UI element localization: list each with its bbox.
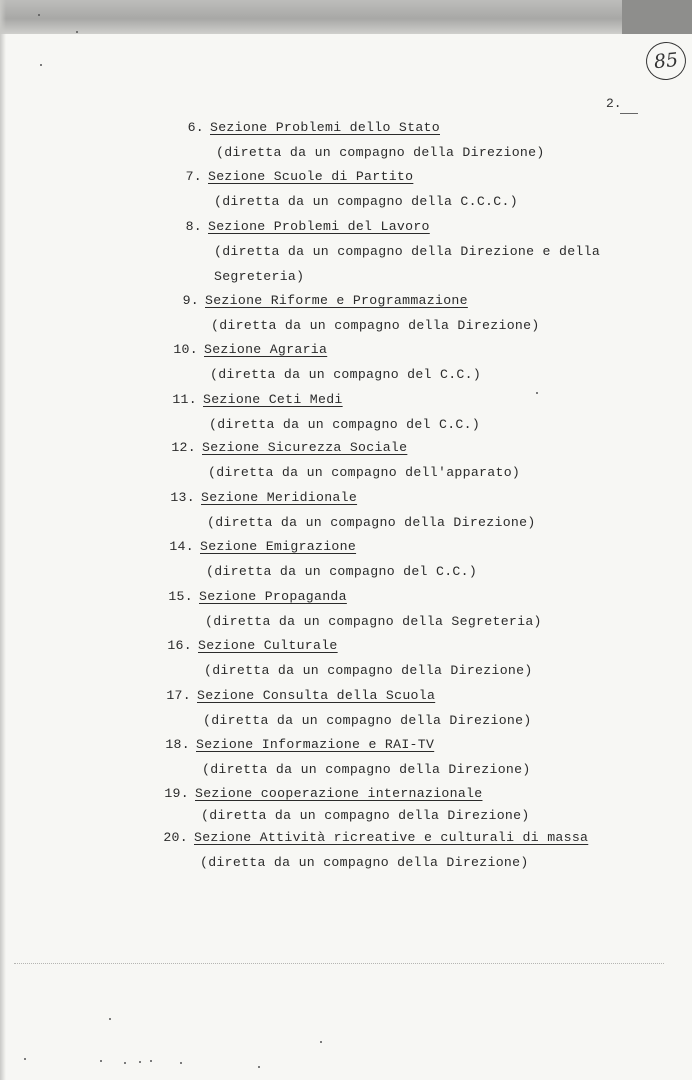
page-number: 2. xyxy=(606,96,622,111)
section-number: 17. xyxy=(166,688,191,703)
section-description: (diretta da un compagno della Segreteria) xyxy=(205,614,542,629)
section-description: (diretta da un compagno del C.C.) xyxy=(210,367,482,382)
section-description: (diretta da un compagno della Direzione) xyxy=(201,808,530,823)
section-title: Sezione Culturale xyxy=(198,638,338,653)
scan-speck xyxy=(109,1018,111,1020)
section-number: 15. xyxy=(168,589,193,604)
section-description: (diretta da un compagno della Direzione) xyxy=(202,762,531,777)
section-number: 20. xyxy=(163,830,188,845)
section-title: Sezione Ceti Medi xyxy=(203,392,343,407)
section-title: Sezione Problemi dello Stato xyxy=(210,120,440,135)
section-number: 16. xyxy=(167,638,192,653)
scan-speck xyxy=(24,1058,26,1060)
section-number: 11. xyxy=(172,392,197,407)
section-title: Sezione Scuole di Partito xyxy=(208,169,414,184)
section-number: 8. xyxy=(185,219,202,234)
section-number: 14. xyxy=(169,539,194,554)
section-title: Sezione Problemi del Lavoro xyxy=(208,219,430,234)
scan-speck xyxy=(38,14,40,16)
section-description-continued: Segreteria) xyxy=(214,269,305,284)
section-title: Sezione Emigrazione xyxy=(200,539,357,554)
scan-left-shadow xyxy=(0,0,6,1080)
stamp-number-text: 85 xyxy=(652,48,680,74)
section-description: (diretta da un compagno della Direzione) xyxy=(204,663,533,678)
faint-ruled-line xyxy=(14,963,664,964)
section-number: 12. xyxy=(171,440,196,455)
section-description: (diretta da un compagno della Direzione e della xyxy=(214,244,601,259)
section-number: 9. xyxy=(182,293,199,308)
scan-speck xyxy=(320,1041,322,1043)
section-description: (diretta da un compagno della Direzione) xyxy=(211,318,540,333)
scan-speck xyxy=(100,1060,102,1062)
section-number: 10. xyxy=(173,342,198,357)
section-description: (diretta da un compagno del C.C.) xyxy=(206,564,478,579)
section-number: 7. xyxy=(185,169,202,184)
scan-speck xyxy=(139,1061,141,1063)
section-title: Sezione Agraria xyxy=(204,342,328,357)
scan-speck xyxy=(536,392,538,394)
scan-top-border-dark xyxy=(622,0,692,34)
section-number: 19. xyxy=(164,786,189,801)
section-description: (diretta da un compagno della Direzione) xyxy=(200,855,529,870)
scan-speck xyxy=(180,1062,182,1064)
section-title: Sezione Riforme e Programmazione xyxy=(205,293,468,308)
handwritten-page-stamp xyxy=(644,40,688,82)
section-description: (diretta da un compagno della Direzione) xyxy=(203,713,532,728)
section-description: (diretta da un compagno del C.C.) xyxy=(209,417,481,432)
section-title: Sezione Sicurezza Sociale xyxy=(202,440,408,455)
scan-top-border xyxy=(0,0,692,34)
section-title: Sezione Informazione e RAI-TV xyxy=(196,737,435,752)
section-number: 6. xyxy=(187,120,204,135)
section-title: Sezione Attività ricreative e culturali di massa xyxy=(194,830,589,845)
section-title: Sezione Consulta della Scuola xyxy=(197,688,436,703)
section-title: Sezione Propaganda xyxy=(199,589,347,604)
section-description: (diretta da un compagno della Direzione) xyxy=(207,515,536,530)
scan-speck xyxy=(258,1066,260,1068)
section-title: Sezione cooperazione internazionale xyxy=(195,786,483,801)
scan-speck xyxy=(40,64,42,66)
scan-speck xyxy=(124,1062,126,1064)
section-title: Sezione Meridionale xyxy=(201,490,358,505)
section-description: (diretta da un compagno dell'apparato) xyxy=(208,465,521,480)
section-description: (diretta da un compagno della C.C.C.) xyxy=(214,194,518,209)
scan-speck xyxy=(150,1060,152,1062)
section-number: 13. xyxy=(170,490,195,505)
section-description: (diretta da un compagno della Direzione) xyxy=(216,145,545,160)
section-number: 18. xyxy=(165,737,190,752)
scan-speck xyxy=(76,31,78,33)
